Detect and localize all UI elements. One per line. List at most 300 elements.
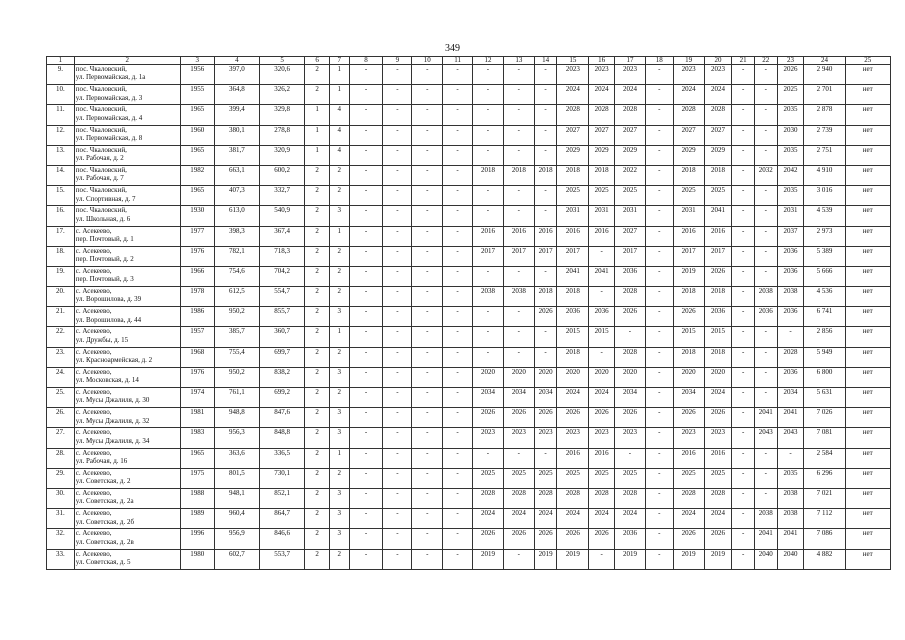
cell-col-12: -: [473, 307, 504, 327]
cell-col-5: 704,2: [260, 266, 305, 286]
cell-col-20: 2017: [704, 246, 732, 266]
cell-col-24: 4 536: [804, 287, 845, 307]
cell-col-3: 1982: [180, 165, 214, 185]
address-locality: с. Асекеево,: [75, 408, 112, 417]
cell-col-18: -: [645, 509, 673, 529]
cell-col-4: 397,0: [214, 65, 259, 85]
cell-col-5: 838,2: [260, 367, 305, 387]
cell-col-23: 2038: [777, 509, 804, 529]
cell-col-19: 2026: [673, 408, 704, 428]
cell-col-21: -: [732, 226, 755, 246]
cell-col-24: 2 856: [804, 327, 845, 347]
cell-col-9: -: [383, 408, 412, 428]
cell-col-5: 846,6: [260, 529, 305, 549]
cell-col-21: -: [732, 327, 755, 347]
cell-col-25: нет: [845, 428, 890, 448]
cell-col-4: 956,3: [214, 428, 259, 448]
cell-col-17: 2027: [615, 226, 646, 246]
cell-col-9: -: [383, 428, 412, 448]
cell-col-7: 3: [329, 408, 349, 428]
cell-col-13: 2024: [503, 509, 534, 529]
cell-col-16: -: [589, 246, 615, 266]
column-header: 13: [503, 57, 534, 65]
cell-col-4: 613,0: [214, 206, 259, 226]
address-locality: пос. Чкаловский,: [75, 85, 127, 94]
cell-col-3: 1966: [180, 266, 214, 286]
cell-col-13: 2023: [503, 428, 534, 448]
cell-col-9: -: [383, 367, 412, 387]
cell-col-10: -: [412, 287, 443, 307]
column-header: 17: [615, 57, 646, 65]
cell-col-7: 2: [329, 165, 349, 185]
address-cell: [74, 428, 180, 448]
cell-col-21: -: [732, 388, 755, 408]
cell-col-3: 1956: [180, 65, 214, 85]
column-header: 8: [349, 57, 383, 65]
cell-col-24: 5 389: [804, 246, 845, 266]
cell-col-15: 2016: [557, 226, 589, 246]
cell-col-6: 1: [305, 125, 330, 145]
cell-col-22: -: [754, 488, 777, 508]
cell-col-25: нет: [845, 307, 890, 327]
cell-col-10: -: [412, 165, 443, 185]
cell-col-3: 1968: [180, 347, 214, 367]
cell-col-18: -: [645, 246, 673, 266]
cell-col-7: 1: [329, 85, 349, 105]
cell-col-14: 2026: [534, 408, 557, 428]
cell-col-22: -: [754, 145, 777, 165]
cell-col-4: 380,1: [214, 125, 259, 145]
cell-col-18: -: [645, 287, 673, 307]
row-number: 15.: [47, 186, 75, 206]
cell-col-23: 2035: [777, 145, 804, 165]
cell-col-3: 1965: [180, 145, 214, 165]
table-row: [47, 448, 891, 468]
table-row: [47, 246, 891, 266]
cell-col-15: 2023: [557, 428, 589, 448]
cell-col-20: 2024: [704, 85, 732, 105]
cell-col-4: 385,7: [214, 327, 259, 347]
cell-col-14: -: [534, 266, 557, 286]
cell-col-18: -: [645, 206, 673, 226]
cell-col-9: -: [383, 226, 412, 246]
address-street: ул. Советская, д. 2в: [75, 537, 134, 546]
cell-col-8: -: [349, 307, 383, 327]
address-cell: [74, 226, 180, 246]
cell-col-19: 2034: [673, 388, 704, 408]
cell-col-13: -: [503, 347, 534, 367]
table-row: [47, 105, 891, 125]
cell-col-8: -: [349, 549, 383, 569]
address-locality: с. Асекеево,: [75, 307, 112, 316]
cell-col-18: -: [645, 186, 673, 206]
cell-col-4: 960,4: [214, 509, 259, 529]
cell-col-5: 278,8: [260, 125, 305, 145]
cell-col-20: 2023: [704, 428, 732, 448]
cell-col-19: 2020: [673, 367, 704, 387]
cell-col-9: -: [383, 125, 412, 145]
cell-col-15: 2028: [557, 105, 589, 125]
cell-col-15: 2024: [557, 509, 589, 529]
cell-col-5: 864,7: [260, 509, 305, 529]
cell-col-25: нет: [845, 549, 890, 569]
cell-col-9: -: [383, 347, 412, 367]
cell-col-22: -: [754, 85, 777, 105]
address-street: ул. Первомайская, д. 1а: [75, 73, 146, 82]
cell-col-8: -: [349, 408, 383, 428]
cell-col-4: 754,6: [214, 266, 259, 286]
column-header: 10: [412, 57, 443, 65]
column-header: 15: [557, 57, 589, 65]
cell-col-8: -: [349, 529, 383, 549]
cell-col-4: 782,1: [214, 246, 259, 266]
cell-col-16: 2024: [589, 509, 615, 529]
cell-col-24: 7 026: [804, 408, 845, 428]
cell-col-23: 2040: [777, 549, 804, 569]
cell-col-5: 329,8: [260, 105, 305, 125]
cell-col-21: -: [732, 287, 755, 307]
cell-col-25: нет: [845, 448, 890, 468]
cell-col-7: 2: [329, 347, 349, 367]
cell-col-14: -: [534, 206, 557, 226]
cell-col-21: -: [732, 408, 755, 428]
cell-col-3: 1965: [180, 448, 214, 468]
cell-col-6: 2: [305, 65, 330, 85]
address-cell: [74, 287, 180, 307]
address-cell: [74, 105, 180, 125]
cell-col-9: -: [383, 529, 412, 549]
cell-col-19: 2019: [673, 266, 704, 286]
cell-col-13: 2016: [503, 226, 534, 246]
cell-col-19: 2016: [673, 226, 704, 246]
cell-col-17: 2027: [615, 125, 646, 145]
cell-col-6: 2: [305, 388, 330, 408]
address-cell: [74, 408, 180, 428]
cell-col-13: -: [503, 105, 534, 125]
cell-col-17: 2028: [615, 488, 646, 508]
cell-col-15: 2023: [557, 65, 589, 85]
row-number: 10.: [47, 85, 75, 105]
address-locality: пос. Чкаловский,: [75, 206, 127, 215]
address-street: ул. Ворошилова, д. 44: [75, 315, 142, 324]
cell-col-9: -: [383, 206, 412, 226]
address-street: ул. Мусы Джалиля, д. 34: [75, 436, 150, 445]
cell-col-16: 2041: [589, 266, 615, 286]
cell-col-4: 956,9: [214, 529, 259, 549]
cell-col-16: -: [589, 549, 615, 569]
cell-col-22: -: [754, 448, 777, 468]
cell-col-10: -: [412, 266, 443, 286]
cell-col-13: 2026: [503, 408, 534, 428]
cell-col-7: 2: [329, 549, 349, 569]
cell-col-16: -: [589, 347, 615, 367]
cell-col-20: 2018: [704, 347, 732, 367]
cell-col-3: 1975: [180, 468, 214, 488]
cell-col-18: -: [645, 529, 673, 549]
cell-col-11: -: [443, 266, 473, 286]
cell-col-21: -: [732, 488, 755, 508]
cell-col-14: -: [534, 85, 557, 105]
table-row: [47, 206, 891, 226]
cell-col-22: 2040: [754, 549, 777, 569]
cell-col-24: 7 112: [804, 509, 845, 529]
cell-col-14: -: [534, 327, 557, 347]
cell-col-25: нет: [845, 488, 890, 508]
cell-col-25: нет: [845, 206, 890, 226]
cell-col-6: 2: [305, 347, 330, 367]
cell-col-20: 2041: [704, 206, 732, 226]
cell-col-12: -: [473, 125, 504, 145]
column-header: 14: [534, 57, 557, 65]
cell-col-18: -: [645, 388, 673, 408]
cell-col-14: 2018: [534, 165, 557, 185]
cell-col-20: 2028: [704, 105, 732, 125]
cell-col-15: 2015: [557, 327, 589, 347]
cell-col-14: 2026: [534, 529, 557, 549]
cell-col-18: -: [645, 165, 673, 185]
cell-col-16: 2029: [589, 145, 615, 165]
cell-col-17: 2024: [615, 85, 646, 105]
column-header: 23: [777, 57, 804, 65]
cell-col-22: -: [754, 65, 777, 85]
cell-col-13: -: [503, 549, 534, 569]
cell-col-11: -: [443, 287, 473, 307]
cell-col-12: 2024: [473, 509, 504, 529]
cell-col-16: 2024: [589, 85, 615, 105]
address-locality: пос. Чкаловский,: [75, 145, 127, 154]
cell-col-21: -: [732, 468, 755, 488]
cell-col-10: -: [412, 186, 443, 206]
column-header: 18: [645, 57, 673, 65]
cell-col-8: -: [349, 428, 383, 448]
cell-col-19: 2018: [673, 165, 704, 185]
cell-col-9: -: [383, 307, 412, 327]
column-header: 4: [214, 57, 259, 65]
address-cell: [74, 65, 180, 85]
cell-col-21: -: [732, 105, 755, 125]
cell-col-4: 801,5: [214, 468, 259, 488]
cell-col-19: 2018: [673, 287, 704, 307]
cell-col-9: -: [383, 105, 412, 125]
address-street: пер. Почтовый, д. 2: [75, 255, 134, 264]
cell-col-23: 2031: [777, 206, 804, 226]
page-number: 349: [445, 43, 460, 54]
cell-col-5: 360,7: [260, 327, 305, 347]
cell-col-5: 332,7: [260, 186, 305, 206]
cell-col-25: нет: [845, 85, 890, 105]
address-cell: [74, 327, 180, 347]
cell-col-10: -: [412, 428, 443, 448]
cell-col-15: 2016: [557, 448, 589, 468]
cell-col-13: -: [503, 448, 534, 468]
cell-col-12: -: [473, 327, 504, 347]
cell-col-20: 2023: [704, 65, 732, 85]
cell-col-22: -: [754, 125, 777, 145]
cell-col-9: -: [383, 327, 412, 347]
cell-col-9: -: [383, 145, 412, 165]
cell-col-18: -: [645, 105, 673, 125]
cell-col-14: -: [534, 145, 557, 165]
cell-col-8: -: [349, 388, 383, 408]
table-row: [47, 125, 891, 145]
cell-col-16: 2026: [589, 408, 615, 428]
cell-col-11: -: [443, 448, 473, 468]
cell-col-10: -: [412, 327, 443, 347]
cell-col-6: 2: [305, 85, 330, 105]
cell-col-9: -: [383, 448, 412, 468]
cell-col-22: -: [754, 347, 777, 367]
address-street: ул. Первомайская, д. 3: [75, 93, 143, 102]
cell-col-12: 2034: [473, 388, 504, 408]
cell-col-14: -: [534, 347, 557, 367]
cell-col-16: 2027: [589, 125, 615, 145]
cell-col-6: 2: [305, 165, 330, 185]
cell-col-12: -: [473, 105, 504, 125]
cell-col-22: 2041: [754, 408, 777, 428]
cell-col-14: -: [534, 186, 557, 206]
column-header: 12: [473, 57, 504, 65]
cell-col-7: 1: [329, 327, 349, 347]
cell-col-7: 4: [329, 125, 349, 145]
cell-col-9: -: [383, 287, 412, 307]
cell-col-25: нет: [845, 529, 890, 549]
address-street: ул. Спортивная, д. 7: [75, 194, 136, 203]
cell-col-20: 2024: [704, 388, 732, 408]
cell-col-18: -: [645, 266, 673, 286]
cell-col-16: 2016: [589, 226, 615, 246]
cell-col-7: 3: [329, 206, 349, 226]
cell-col-23: -: [777, 448, 804, 468]
cell-col-21: -: [732, 186, 755, 206]
table-row: [47, 307, 891, 327]
cell-col-24: 6 296: [804, 468, 845, 488]
cell-col-22: -: [754, 266, 777, 286]
cell-col-20: 2016: [704, 226, 732, 246]
cell-col-23: 2036: [777, 266, 804, 286]
cell-col-14: 2025: [534, 468, 557, 488]
cell-col-21: -: [732, 65, 755, 85]
address-cell: [74, 246, 180, 266]
cell-col-5: 600,2: [260, 165, 305, 185]
cell-col-4: 381,7: [214, 145, 259, 165]
cell-col-12: 2018: [473, 165, 504, 185]
cell-col-11: -: [443, 165, 473, 185]
cell-col-11: -: [443, 428, 473, 448]
cell-col-6: 2: [305, 206, 330, 226]
cell-col-8: -: [349, 206, 383, 226]
cell-col-23: 2038: [777, 287, 804, 307]
cell-col-8: -: [349, 105, 383, 125]
cell-col-13: 2025: [503, 468, 534, 488]
table-row: [47, 408, 891, 428]
cell-col-6: 2: [305, 367, 330, 387]
cell-col-6: 2: [305, 549, 330, 569]
cell-col-11: -: [443, 488, 473, 508]
cell-col-17: 2029: [615, 145, 646, 165]
cell-col-18: -: [645, 307, 673, 327]
cell-col-15: 2027: [557, 125, 589, 145]
cell-col-21: -: [732, 367, 755, 387]
cell-col-8: -: [349, 246, 383, 266]
cell-col-13: 2028: [503, 488, 534, 508]
cell-col-3: 1988: [180, 488, 214, 508]
cell-col-3: 1957: [180, 327, 214, 347]
cell-col-4: 602,7: [214, 549, 259, 569]
cell-col-16: 2025: [589, 186, 615, 206]
cell-col-21: -: [732, 206, 755, 226]
cell-col-3: 1981: [180, 408, 214, 428]
cell-col-20: 2018: [704, 165, 732, 185]
cell-col-10: -: [412, 206, 443, 226]
cell-col-20: 2025: [704, 468, 732, 488]
cell-col-24: 5 949: [804, 347, 845, 367]
cell-col-20: 2026: [704, 529, 732, 549]
cell-col-7: 3: [329, 307, 349, 327]
cell-col-18: -: [645, 327, 673, 347]
cell-col-10: -: [412, 105, 443, 125]
cell-col-4: 948,1: [214, 488, 259, 508]
cell-col-7: 1: [329, 448, 349, 468]
cell-col-23: 2043: [777, 428, 804, 448]
address-street: ул. Советская, д. 2б: [75, 517, 135, 526]
cell-col-23: 2034: [777, 388, 804, 408]
address-street: ул. Первомайская, д. 8: [75, 133, 143, 142]
row-number: 31.: [47, 509, 75, 529]
address-street: ул. Московская, д. 14: [75, 376, 139, 385]
cell-col-18: -: [645, 448, 673, 468]
cell-col-25: нет: [845, 246, 890, 266]
cell-col-11: -: [443, 125, 473, 145]
row-number: 21.: [47, 307, 75, 327]
address-cell: [74, 488, 180, 508]
cell-col-12: -: [473, 145, 504, 165]
cell-col-7: 2: [329, 287, 349, 307]
cell-col-24: 2 940: [804, 65, 845, 85]
cell-col-7: 2: [329, 266, 349, 286]
cell-col-17: 2024: [615, 509, 646, 529]
cell-col-21: -: [732, 549, 755, 569]
cell-col-16: 2016: [589, 448, 615, 468]
table-row: [47, 85, 891, 105]
cell-col-7: 3: [329, 509, 349, 529]
cell-col-6: 2: [305, 266, 330, 286]
cell-col-11: -: [443, 509, 473, 529]
column-header: 7: [329, 57, 349, 65]
cell-col-11: -: [443, 246, 473, 266]
cell-col-19: 2023: [673, 428, 704, 448]
row-number: 28.: [47, 448, 75, 468]
cell-col-5: 320,6: [260, 65, 305, 85]
row-number: 16.: [47, 206, 75, 226]
cell-col-13: -: [503, 266, 534, 286]
cell-col-22: -: [754, 226, 777, 246]
cell-col-14: -: [534, 448, 557, 468]
cell-col-10: -: [412, 529, 443, 549]
cell-col-22: -: [754, 206, 777, 226]
cell-col-19: 2019: [673, 549, 704, 569]
cell-col-5: 730,1: [260, 468, 305, 488]
cell-col-25: нет: [845, 226, 890, 246]
address-cell: [74, 347, 180, 367]
table-row: [47, 529, 891, 549]
cell-col-11: -: [443, 307, 473, 327]
cell-col-15: 2036: [557, 307, 589, 327]
column-header: 1: [47, 57, 75, 65]
cell-col-9: -: [383, 65, 412, 85]
cell-col-14: 2016: [534, 226, 557, 246]
cell-col-23: 2025: [777, 85, 804, 105]
cell-col-20: 2015: [704, 327, 732, 347]
